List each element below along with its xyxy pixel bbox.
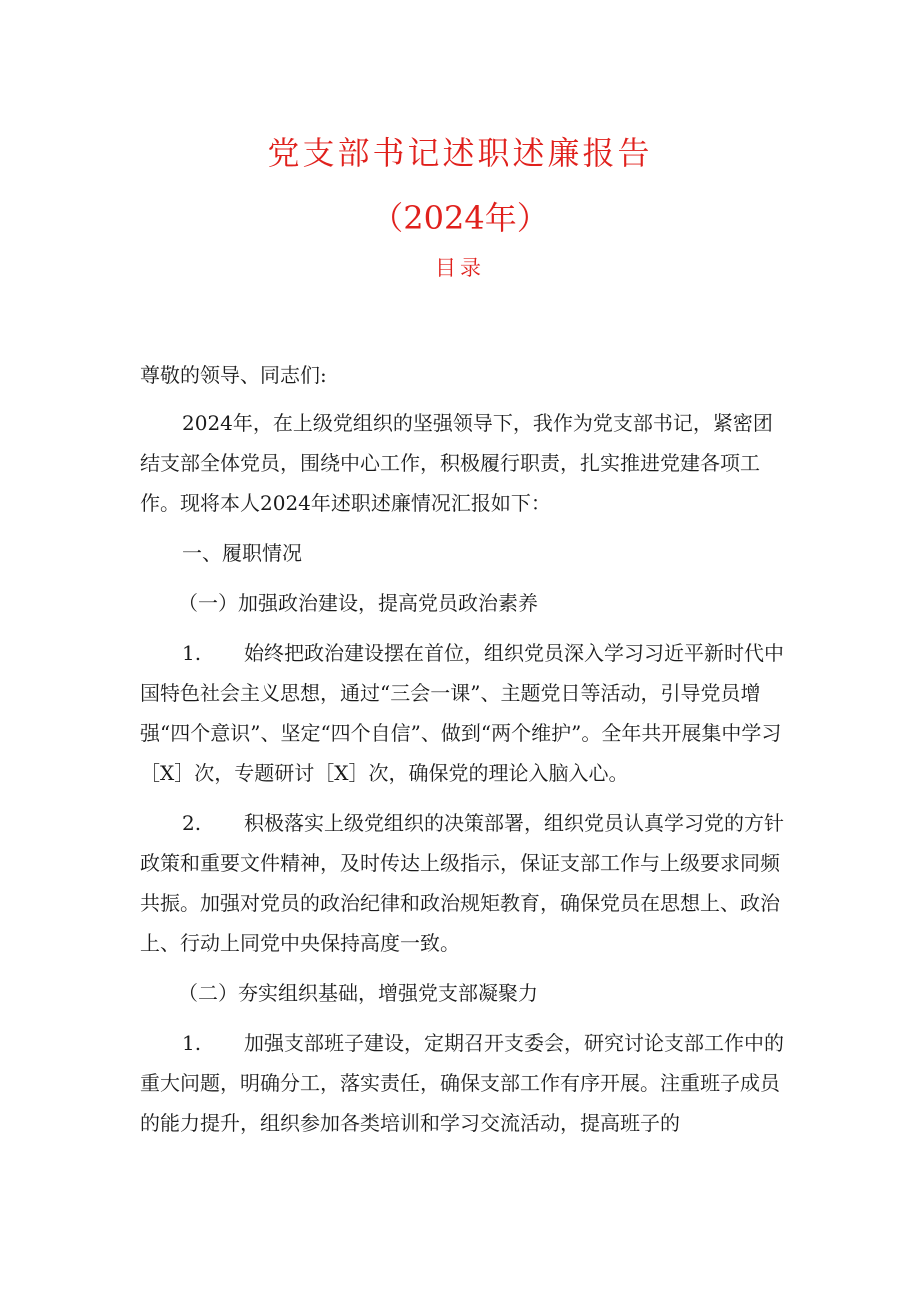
document-body [140, 355, 790, 1143]
item-text: 加强支部班子建设，定期召开支委会，研究讨论支部工作中的重大问题，明确分工，落实责任，确保支部工作有序开展。注重班子成员的能力提升，组织参加各类培训和学习交流活动，提高班子的 [140, 1031, 784, 1135]
document-subtitle: （2024年） [371, 199, 549, 237]
toc-label: 目录 [435, 256, 485, 280]
document-title: 党支部书记述职述廉报告 [267, 134, 653, 172]
paragraph-item [140, 1023, 790, 1143]
item-number: 1. [182, 641, 202, 665]
item-text: 积极落实上级党组织的决策部署，组织党员认真学习党的方针政策和重要文件精神，及时传达上级指示，保证支部工作与上级要求同频共振。加强对党员的政治纪律和政治规矩教育，确保党员在思想上、政治上、行动上同党中央保持高度一致。 [140, 811, 784, 955]
section-heading-1: 一、履职情况 [182, 541, 302, 565]
paragraph-item [140, 633, 790, 793]
item-text: 始终把政治建设摆在首位，组织党员深入学习习近平新时代中国特色社会主义思想，通过“三会一课”、主题党日等活动，引导党员增强“四个意识”、坚定“四个自信”、做到“两个维护”。全年共开展集中学习［X］次，专题研讨［X］次，确保党的理论入脑入心。 [140, 641, 784, 785]
subsection-heading-2: （二）夯实组织基础，增强党支部凝聚力 [178, 981, 538, 1005]
greeting: 尊敬的领导、同志们: [140, 363, 327, 387]
item-number: 2. [182, 811, 202, 835]
item-number: 1. [182, 1031, 202, 1055]
intro-paragraph: 2024年，在上级党组织的坚强领导下，我作为党支部书记，紧密团结支部全体党员，围绕中心工作，积极履行职责，扎实推进党建各项工作。现将本人2024年述职述廉情况汇报如下： [140, 411, 773, 515]
subsection-heading-1: （一）加强政治建设，提高党员政治素养 [178, 591, 538, 615]
paragraph-item [140, 803, 790, 963]
